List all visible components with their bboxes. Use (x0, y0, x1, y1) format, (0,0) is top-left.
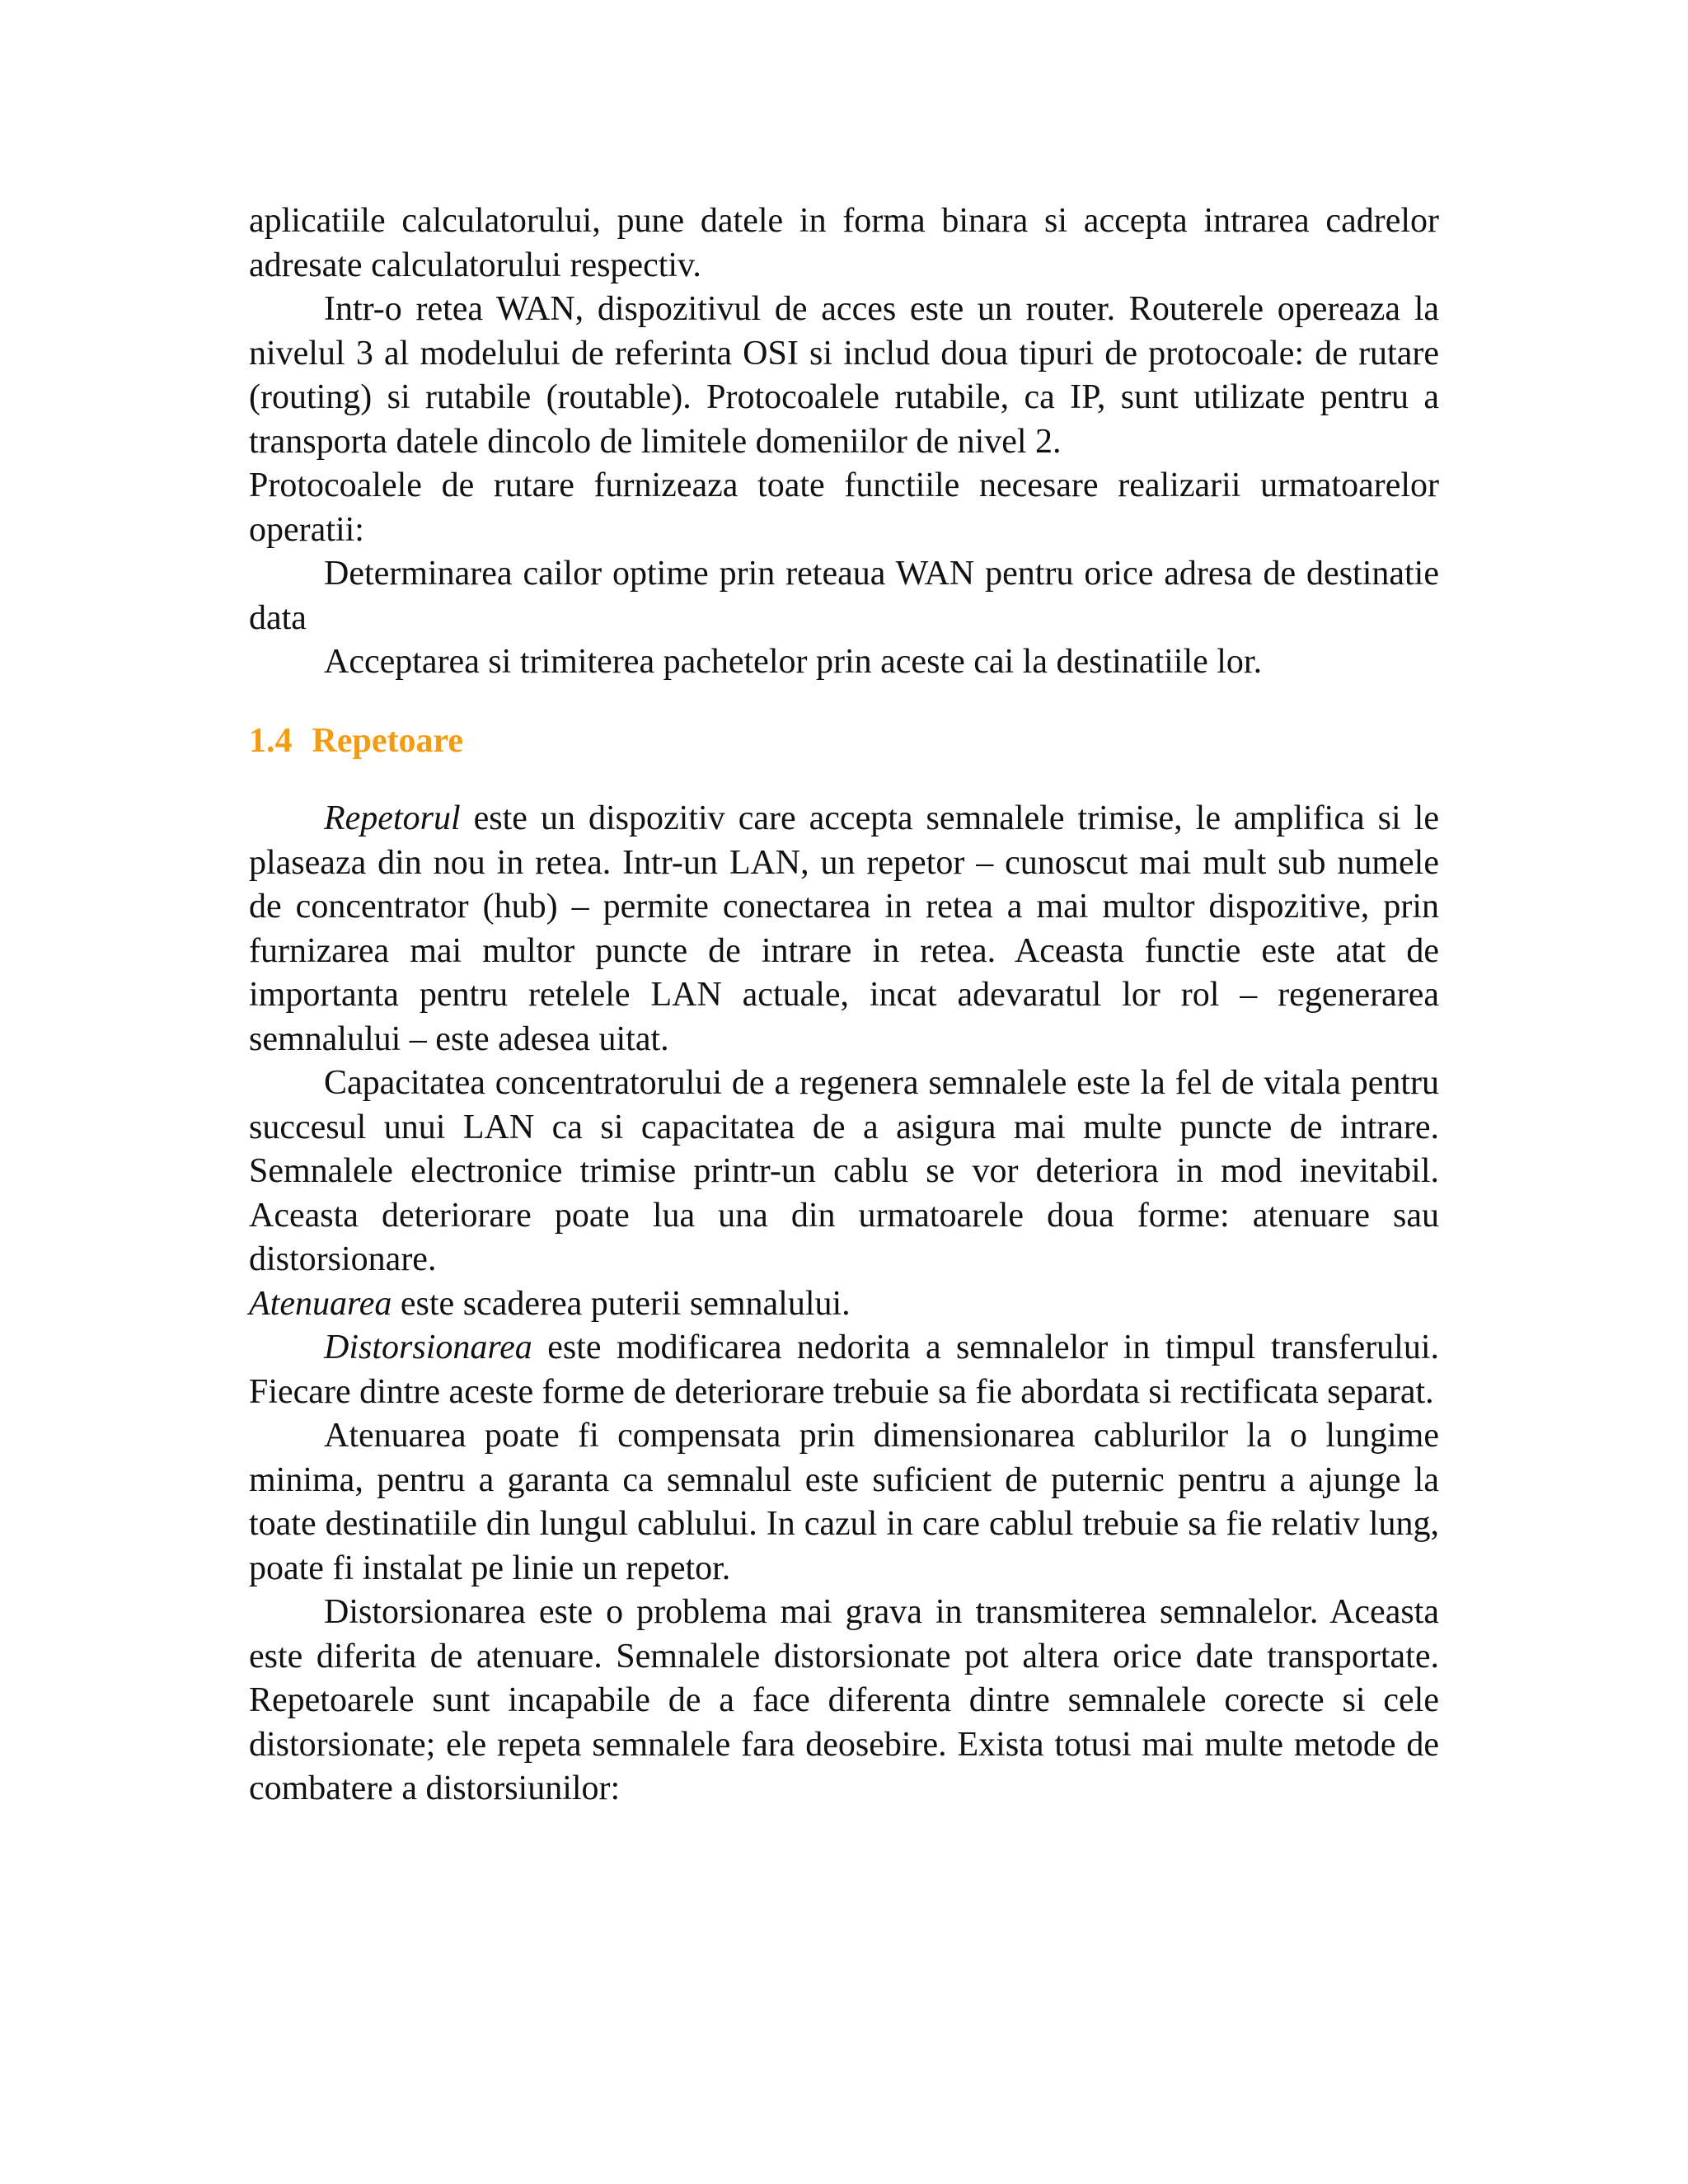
section-heading (249, 719, 1439, 764)
page-content (249, 199, 1439, 1811)
paragraph-acceptarea: Acceptarea si trimiterea pachetelor prin aceste cai la destinatiile lor. (324, 643, 1263, 681)
paragraph-protocoale-rutare: Protocoalele de rutare furnizeaza toate functiile necesare realizarii urmatoarelor operatii: (249, 466, 1439, 549)
paragraph-atenuarea-compensata: Atenuarea poate fi compensata prin dimensionarea cablurilor la o lungime minima, pentru a garanta ca semnalul este suficient de puternic pentru a ajunge la toate destinatiile din lungul cablului. In cazul in care cablul trebuie sa fie relativ lung, poate fi instalat pe linie un repetor. (249, 1417, 1439, 1587)
section-number: 1.4 (249, 721, 293, 760)
section-title: Repetoare (312, 721, 463, 760)
term-atenuarea: Atenuarea (249, 1284, 392, 1323)
atenuarea-text: este scaderea puterii semnalului. (392, 1284, 851, 1323)
paragraph-repetorul (249, 797, 1439, 1062)
distorsionarea-text: este modificarea nedorita a semnalelor in timpul transferului. Fiecare dintre aceste forme de deteriorare trebuie sa fie abordata si rectificata separat. (249, 1329, 1439, 1411)
paragraph-aplicatiile: aplicatiile calculatorului, pune datele in forma binara si accepta intrarea cadrelor adresate calculatorului respectiv. (249, 202, 1439, 284)
paragraph-capacitatea: Capacitatea concentratorului de a regenera semnalele este la fel de vitala pentru succesul unui LAN ca si capacitatea de a asigura mai multe puncte de intrare. Semnalele electronice trimise printr-un cablu se vor deteriora in mod inevitabil. Aceasta deteriorare poate lua una din urmatoarele doua forme: atenuare sau distorsionare. (249, 1064, 1439, 1278)
paragraph-distorsionarea-problema: Distorsionarea este o problema mai grava in transmiterea semnalelor. Aceasta este diferita de atenuare. Semnalele distorsionate pot altera orice date transportate. Repetoarele sunt incapabile de a face diferenta dintre semnalele corecte si cele distorsionate; ele repeta semnalele fara deosebire. Exista totusi mai multe metode de combatere a distorsiunilor: (249, 1593, 1439, 1807)
paragraph-distorsionarea-definition (249, 1326, 1439, 1414)
paragraph-wan-router: Intr-o retea WAN, dispozitivul de acces este un router. Routerele opereaza la nivelul 3 al modelului de referinta OSI si includ doua tipuri de protocoale: de rutare (routing) si rutabile (routable). Protocoalele rutabile, ca IP, sunt utilizate pentru a transporta datele dincolo de limitele domeniilor de nivel 2. (249, 290, 1439, 461)
term-distorsionarea: Distorsionarea (324, 1329, 532, 1366)
term-repetorul: Repetorul (324, 799, 461, 837)
paragraph-determinarea: Determinarea cailor optime prin reteaua WAN pentru orice adresa de destinatie data (249, 555, 1439, 637)
paragraph-atenuarea-definition (249, 1282, 1439, 1327)
repetorul-text: este un dispozitiv care accepta semnalele trimise, le amplifica si le plaseaza din nou in retea. Intr-un LAN, un repetor – cunoscut mai mult sub numele de concentrator (hub) – permite conectarea in retea a mai multor dispozitive, prin furnizarea mai multor puncte de intrare in retea. Aceasta functie este atat de importanta pentru retelele LAN actuale, incat adevaratul lor rol – regenerarea semnalului – este adesea uitat. (249, 799, 1439, 1058)
